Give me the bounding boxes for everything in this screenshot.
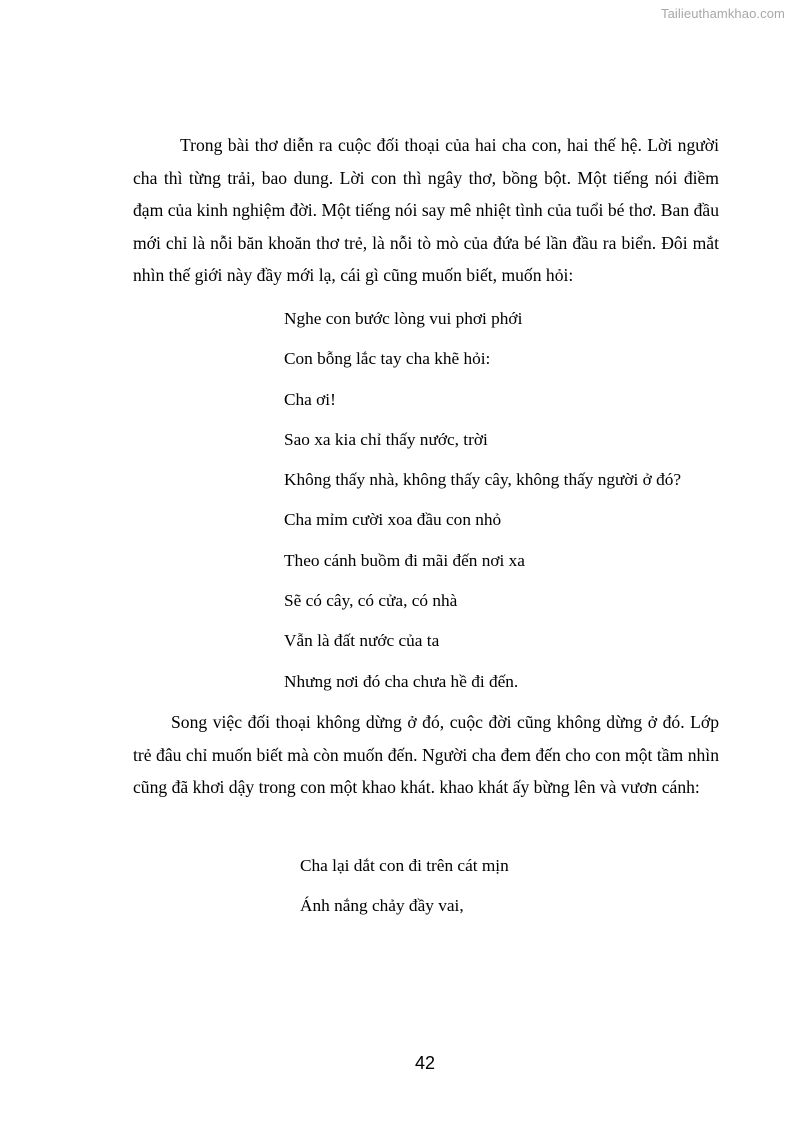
poem-line: Cha mỉm cười xoa đầu con nhỏ (284, 510, 502, 530)
poem-line: Nhưng nơi đó cha chưa hề đi đến. (284, 671, 519, 691)
poem-line: Cha lại dắt con đi trên cát mịn (300, 855, 509, 875)
poem-line: Nghe con bước lòng vui phơi phới (284, 308, 523, 328)
poem-line: Sao xa kia chỉ thấy nước, trời (284, 429, 488, 449)
page-number: 42 (414, 1053, 436, 1073)
poem-line: Theo cánh buồm đi mãi đến nơi xa (284, 550, 525, 570)
page-body (133, 129, 719, 926)
poem-line: Vẫn là đất nước của ta (284, 631, 440, 651)
watermark: Tailieuthamkhao.com (660, 6, 785, 21)
poem-stanza-1 (284, 299, 719, 702)
poem-line: Không thấy nhà, không thấy cây, không thấy người ở đó? (284, 470, 682, 490)
poem-line: Cha ơi! (284, 389, 336, 409)
poem-line: Sẽ có cây, có cửa, có nhà (284, 591, 458, 611)
paragraph-continuation: Song việc đối thoại không dừng ở đó, cuộc đời cũng không dừng ở đó. Lớp trẻ đâu chỉ muốn biết mà còn muốn đến. Người cha đem đến cho con một tầm nhìn cũng đã khơi dậy trong con một khao khát. khao khát ấy bừng lên và vươn cánh: (133, 711, 719, 798)
poem-line: Ánh nắng chảy đầy vai, (300, 896, 464, 916)
poem-stanza-2 (300, 846, 719, 927)
paragraph-intro: Trong bài thơ diễn ra cuộc đối thoại của hai cha con, hai thế hệ. Lời người cha thì từng trải, bao dung. Lời con thì ngây thơ, bồng bột. Một tiếng nói điềm đạm của kinh nghiệm đời. Một tiếng nói say mê nhiệt tình của tuổi bé thơ. Ban đầu mới chỉ là nỗi băn khoăn thơ trẻ, là nỗi tò mò của đứa bé lần đầu ra biển. Đôi mắt nhìn thế giới này đầy mới lạ, cái gì cũng muốn biết, muốn hỏi: (133, 135, 719, 286)
poem-line: Con bỗng lắc tay cha khẽ hỏi: (284, 349, 491, 369)
